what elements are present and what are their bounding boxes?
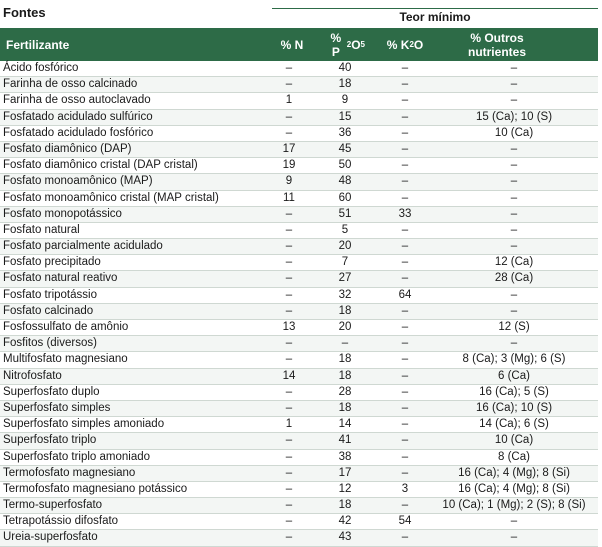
cell-n: – bbox=[285, 62, 293, 74]
cell-p2o5: 9 bbox=[341, 94, 349, 107]
cell-n: – bbox=[285, 499, 293, 512]
cell-n: – bbox=[285, 450, 293, 463]
cell-p2o5: 50 bbox=[338, 159, 352, 172]
cell-p2o5: 18 bbox=[338, 304, 352, 317]
cell-n: – bbox=[285, 466, 293, 479]
cell-k2o: – bbox=[401, 126, 409, 139]
cell-fertilizante: Fosfato diamônico (DAP) bbox=[3, 142, 132, 155]
cell-fertilizante: Superfosfato duplo bbox=[3, 385, 100, 398]
cell-fertilizante: Fosfitos (diversos) bbox=[3, 337, 97, 350]
table-row bbox=[0, 77, 598, 93]
table-row bbox=[0, 142, 598, 158]
cell-fertilizante: Nitrofosfato bbox=[3, 369, 62, 382]
cell-fertilizante: Fosfato precipitado bbox=[3, 256, 101, 269]
cell-n: – bbox=[285, 482, 293, 495]
cell-p2o5: 42 bbox=[338, 515, 352, 528]
cell-k2o: – bbox=[401, 353, 409, 366]
cell-p2o5: 38 bbox=[338, 450, 352, 463]
cell-n: – bbox=[285, 223, 293, 236]
cell-p2o5: 32 bbox=[338, 288, 352, 301]
cell-outros: 16 (Ca); 4 (Mg); 8 (Si) bbox=[458, 466, 570, 479]
cell-k2o: – bbox=[401, 337, 409, 350]
table-row bbox=[0, 271, 598, 287]
cell-outros: – bbox=[510, 515, 518, 528]
cell-p2o5: 18 bbox=[338, 499, 352, 512]
cell-n: – bbox=[285, 256, 293, 269]
cell-p2o5: 40 bbox=[338, 62, 352, 74]
table-row bbox=[0, 255, 598, 271]
cell-fertilizante: Ureia-superfosfato bbox=[3, 531, 98, 544]
cell-outros: – bbox=[510, 337, 518, 350]
cell-fertilizante: Fosfato monoamônico cristal (MAP cristal) bbox=[3, 191, 219, 204]
cell-outros: – bbox=[510, 159, 518, 172]
cell-fertilizante: Fosfato natural reativo bbox=[3, 272, 118, 285]
table-row bbox=[0, 466, 598, 482]
cell-fertilizante: Termofosfato magnesiano potássico bbox=[3, 482, 188, 495]
cell-outros: 10 (Ca) bbox=[494, 434, 534, 447]
cell-outros: – bbox=[510, 207, 518, 220]
cell-outros: – bbox=[510, 223, 518, 236]
cell-p2o5: 36 bbox=[338, 126, 352, 139]
cell-n: – bbox=[285, 337, 293, 350]
cell-outros: 16 (Ca); 5 (S) bbox=[479, 385, 549, 398]
cell-n: 19 bbox=[282, 159, 296, 172]
table-row bbox=[0, 498, 598, 514]
col-n: % N bbox=[280, 37, 304, 52]
cell-fertilizante: Multifosfato magnesiano bbox=[3, 353, 128, 366]
table-row bbox=[0, 93, 598, 109]
cell-n: – bbox=[285, 401, 293, 414]
cell-k2o: – bbox=[401, 78, 409, 91]
cell-k2o: – bbox=[401, 272, 409, 285]
cell-k2o: 64 bbox=[398, 288, 412, 301]
cell-n: – bbox=[285, 240, 293, 253]
cell-p2o5: 12 bbox=[338, 482, 352, 495]
cell-outros: 8 (Ca) bbox=[498, 450, 530, 463]
table-row bbox=[0, 336, 598, 352]
cell-n: 11 bbox=[283, 191, 295, 204]
cell-k2o: – bbox=[401, 499, 409, 512]
cell-k2o: – bbox=[401, 159, 409, 172]
cell-k2o: – bbox=[401, 369, 409, 382]
cell-k2o: – bbox=[401, 401, 409, 414]
table-row bbox=[0, 450, 598, 466]
cell-p2o5: 5 bbox=[341, 223, 349, 236]
table-row bbox=[0, 191, 598, 207]
cell-n: – bbox=[285, 288, 293, 301]
cell-k2o: – bbox=[401, 175, 409, 188]
cell-fertilizante: Farinha de osso calcinado bbox=[3, 78, 138, 91]
cell-outros: – bbox=[510, 240, 518, 253]
cell-outros: 15 (Ca); 10 (S) bbox=[475, 110, 553, 123]
cell-k2o: 33 bbox=[398, 207, 412, 220]
cell-k2o: – bbox=[401, 256, 409, 269]
cell-k2o: – bbox=[401, 466, 409, 479]
cell-fertilizante: Superfosfato triplo bbox=[3, 434, 97, 447]
col-k2o: % K 2 O bbox=[386, 37, 424, 52]
table-row bbox=[0, 239, 598, 255]
cell-fertilizante: Fosfato diamônico cristal (DAP cristal) bbox=[3, 159, 198, 172]
cell-outros: 16 (Ca); 10 (S) bbox=[475, 401, 553, 414]
cell-n: – bbox=[285, 531, 293, 544]
cell-p2o5: 18 bbox=[338, 78, 352, 91]
cell-n: – bbox=[285, 434, 293, 447]
col-p2o5: % P 2 O 5 bbox=[330, 30, 365, 59]
cell-n: 17 bbox=[282, 142, 296, 155]
table-body bbox=[0, 61, 598, 547]
fontes-title: Fontes bbox=[3, 5, 46, 20]
teor-minimo-header: Teor mínimo bbox=[399, 10, 471, 24]
cell-outros: – bbox=[510, 175, 518, 188]
cell-n: – bbox=[285, 515, 293, 528]
cell-fertilizante: Fosfatado acidulado sulfúrico bbox=[3, 110, 153, 123]
cell-fertilizante: Fosfatado acidulado fosfórico bbox=[3, 126, 154, 139]
cell-fertilizante: Superfosfato triplo amoniado bbox=[3, 450, 151, 463]
cell-p2o5: 7 bbox=[341, 256, 349, 269]
cell-k2o: 3 bbox=[401, 482, 409, 495]
table-row bbox=[0, 304, 598, 320]
cell-fertilizante: Termofosfato magnesiano bbox=[3, 466, 136, 479]
cell-fertilizante: Superfosfato simples bbox=[3, 401, 111, 414]
cell-p2o5: 18 bbox=[338, 369, 352, 382]
cell-n: – bbox=[285, 110, 293, 123]
table-row bbox=[0, 61, 598, 77]
table-row bbox=[0, 207, 598, 223]
cell-p2o5: 17 bbox=[338, 466, 352, 479]
cell-k2o: – bbox=[401, 304, 409, 317]
cell-k2o: – bbox=[401, 191, 409, 204]
cell-k2o: – bbox=[401, 94, 409, 107]
teor-divider bbox=[272, 8, 598, 9]
cell-p2o5: 43 bbox=[338, 531, 352, 544]
cell-fertilizante: Ácido fosfórico bbox=[3, 62, 79, 74]
cell-n: 1 bbox=[285, 94, 293, 107]
cell-k2o: 54 bbox=[398, 515, 412, 528]
cell-n: 1 bbox=[285, 418, 293, 431]
cell-p2o5: 14 bbox=[338, 418, 352, 431]
cell-n: – bbox=[285, 385, 293, 398]
cell-fertilizante: Fosfato monoamônico (MAP) bbox=[3, 175, 153, 188]
table-row bbox=[0, 530, 598, 546]
cell-k2o: – bbox=[401, 240, 409, 253]
col-outros-nutrientes: % Outros nutrientes bbox=[467, 30, 526, 59]
cell-outros: – bbox=[510, 304, 518, 317]
table-row bbox=[0, 158, 598, 174]
cell-fertilizante: Tetrapotássio difosfato bbox=[3, 515, 119, 528]
cell-k2o: – bbox=[401, 223, 409, 236]
cell-p2o5: 18 bbox=[338, 401, 352, 414]
cell-k2o: – bbox=[401, 450, 409, 463]
table-row bbox=[0, 223, 598, 239]
cell-fertilizante: Termo-superfosfato bbox=[3, 499, 103, 512]
table-row bbox=[0, 401, 598, 417]
cell-outros: – bbox=[510, 94, 518, 107]
cell-n: – bbox=[285, 304, 293, 317]
cell-fertilizante: Fosfato parcialmente acidulado bbox=[3, 240, 163, 253]
cell-outros: – bbox=[510, 288, 518, 301]
cell-p2o5: 60 bbox=[338, 191, 352, 204]
table-row bbox=[0, 174, 598, 190]
cell-fertilizante: Fosfossulfato de amônio bbox=[3, 321, 129, 333]
cell-p2o5: 18 bbox=[338, 353, 352, 366]
cell-fertilizante: Fosfato natural bbox=[3, 223, 80, 236]
cell-n: 14 bbox=[282, 369, 296, 382]
cell-k2o: – bbox=[401, 110, 409, 123]
cell-p2o5: 45 bbox=[338, 142, 352, 155]
cell-outros: 8 (Ca); 3 (Mg); 6 (S) bbox=[462, 353, 566, 366]
col-fertilizante: Fertilizante bbox=[6, 37, 70, 52]
table-top-header bbox=[0, 0, 602, 28]
table-row bbox=[0, 369, 598, 385]
cell-n: – bbox=[285, 78, 293, 91]
cell-p2o5: 41 bbox=[338, 434, 352, 447]
cell-n: – bbox=[285, 272, 293, 285]
cell-outros: – bbox=[510, 142, 518, 155]
cell-k2o: – bbox=[401, 321, 409, 333]
cell-p2o5: 20 bbox=[338, 240, 352, 253]
cell-n: – bbox=[285, 207, 293, 220]
cell-n: – bbox=[285, 353, 293, 366]
cell-fertilizante: Fosfato calcinado bbox=[3, 304, 94, 317]
cell-outros: – bbox=[510, 78, 518, 91]
cell-p2o5: 20 bbox=[338, 321, 352, 333]
cell-outros: 6 (Ca) bbox=[498, 369, 530, 382]
cell-outros: 12 (S) bbox=[498, 321, 530, 333]
cell-fertilizante: Superfosfato simples amoniado bbox=[3, 418, 165, 431]
cell-p2o5: 48 bbox=[338, 175, 352, 188]
table-row bbox=[0, 352, 598, 368]
cell-k2o: – bbox=[401, 142, 409, 155]
cell-fertilizante: Fosfato tripotássio bbox=[3, 288, 97, 301]
cell-outros: – bbox=[510, 191, 518, 204]
cell-p2o5: 27 bbox=[338, 272, 352, 285]
cell-outros: 10 (Ca); 1 (Mg); 2 (S); 8 (Si) bbox=[442, 499, 586, 512]
cell-k2o: – bbox=[401, 385, 409, 398]
cell-p2o5: 51 bbox=[338, 207, 352, 220]
cell-fertilizante: Fosfato monopotássico bbox=[3, 207, 122, 220]
table-row bbox=[0, 482, 598, 498]
table-row bbox=[0, 320, 598, 336]
cell-n: – bbox=[285, 126, 293, 139]
table-row bbox=[0, 417, 598, 433]
cell-outros: 28 (Ca) bbox=[494, 272, 534, 285]
cell-k2o: – bbox=[401, 62, 409, 74]
cell-outros: 16 (Ca); 4 (Mg); 8 (Si) bbox=[458, 482, 570, 495]
cell-outros: – bbox=[510, 62, 518, 74]
cell-outros: 10 (Ca) bbox=[494, 126, 534, 139]
cell-fertilizante: Farinha de osso autoclavado bbox=[3, 94, 151, 107]
cell-p2o5: 15 bbox=[338, 110, 352, 123]
table-row bbox=[0, 288, 598, 304]
cell-outros: 14 (Ca); 6 (S) bbox=[479, 418, 549, 431]
column-header-bar bbox=[0, 28, 598, 61]
cell-outros: 12 (Ca) bbox=[494, 256, 534, 269]
cell-p2o5: – bbox=[341, 337, 349, 350]
table-row bbox=[0, 385, 598, 401]
cell-k2o: – bbox=[401, 531, 409, 544]
cell-k2o: – bbox=[401, 418, 409, 431]
table-row bbox=[0, 514, 598, 530]
table-row bbox=[0, 126, 598, 142]
cell-k2o: – bbox=[401, 434, 409, 447]
cell-p2o5: 28 bbox=[338, 385, 352, 398]
table-row bbox=[0, 433, 598, 449]
cell-n: 13 bbox=[282, 321, 296, 333]
cell-n: 9 bbox=[285, 175, 293, 188]
cell-outros: – bbox=[510, 531, 518, 544]
table-row bbox=[0, 110, 598, 126]
